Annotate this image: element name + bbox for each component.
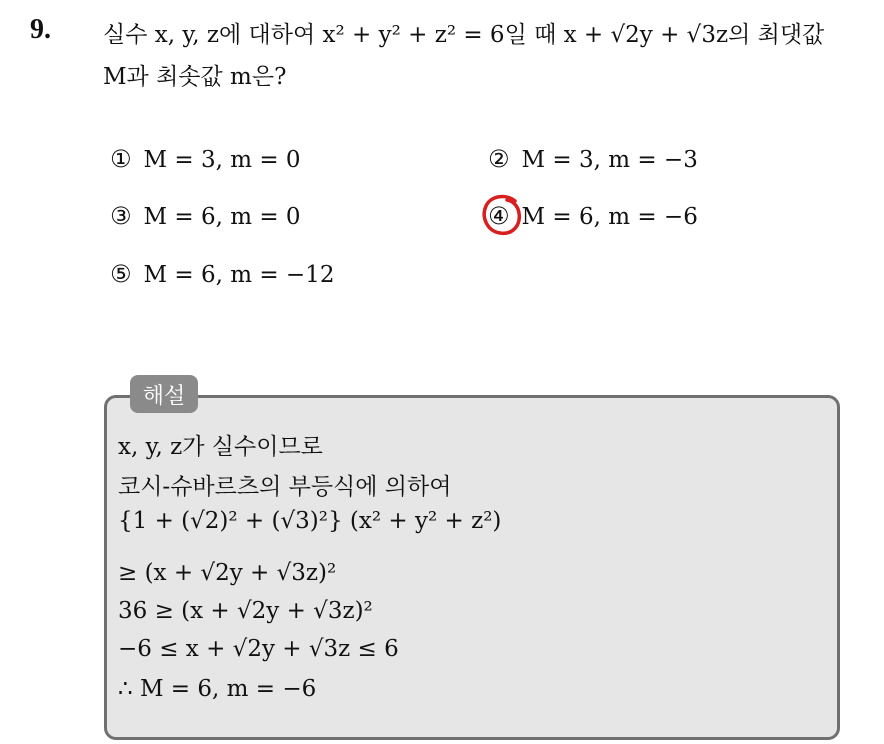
choice-number: ④ xyxy=(488,202,510,230)
choice-number: ③ xyxy=(110,202,132,230)
question-text-line-1: 실수 x, y, z에 대하여 x² + y² + z² = 6일 때 x + √2y + √3z의 최댓값 xyxy=(103,22,825,48)
choice-text: M = 6, m = −12 xyxy=(143,262,335,288)
choice-text: M = 3, m = −3 xyxy=(521,147,698,173)
solution-line-2: 코시-슈바르츠의 부등식에 의하여 xyxy=(118,474,452,500)
question-number: 9. xyxy=(30,14,51,45)
choice-number: ② xyxy=(488,145,510,173)
choice-2[interactable] xyxy=(488,145,698,173)
choice-5[interactable] xyxy=(110,260,334,288)
solution-line-3: {1 + (√2)² + (√3)²} (x² + y² + z²) xyxy=(118,508,502,534)
choice-text: M = 3, m = 0 xyxy=(143,147,301,173)
solution-line-4: ≥ (x + √2y + √3z)² xyxy=(118,560,337,586)
question-text-line-2: M과 최솟값 m은? xyxy=(103,64,287,90)
choice-number: ⑤ xyxy=(110,260,132,288)
solution-line-1: x, y, z가 실수이므로 xyxy=(118,434,323,460)
choice-number: ① xyxy=(110,145,132,173)
choice-text: M = 6, m = −6 xyxy=(521,204,698,230)
answer-circle-mark xyxy=(480,193,524,237)
choice-1[interactable] xyxy=(110,145,301,173)
solution-line-5: 36 ≥ (x + √2y + √3z)² xyxy=(118,598,373,624)
choice-text: M = 6, m = 0 xyxy=(143,204,301,230)
solution-line-6: −6 ≤ x + √2y + √3z ≤ 6 xyxy=(118,636,399,662)
solution-line-7: ∴ M = 6, m = −6 xyxy=(118,676,317,702)
choice-3[interactable] xyxy=(110,202,301,230)
solution-tag: 해설 xyxy=(130,375,198,413)
